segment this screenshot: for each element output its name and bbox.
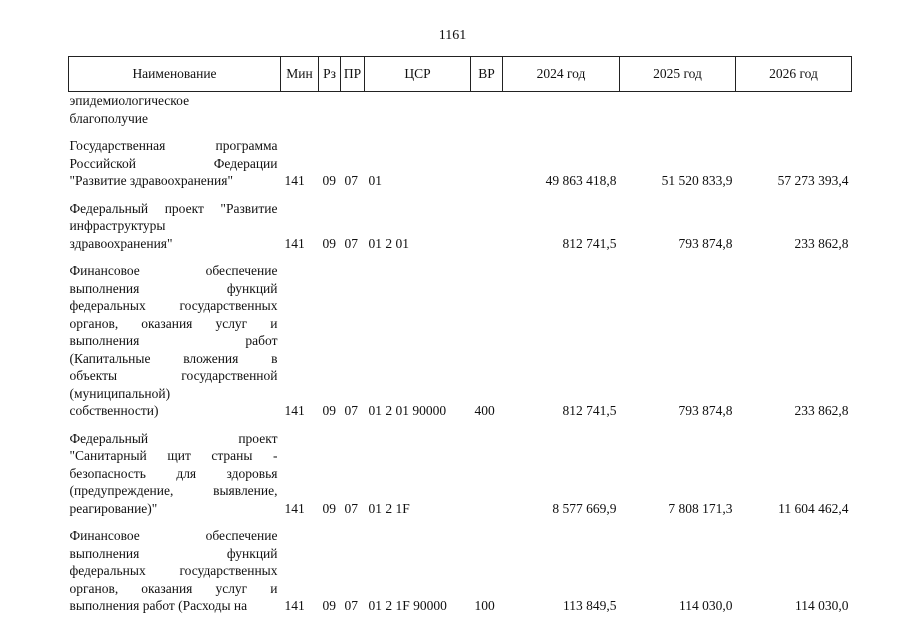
row-name-line: федеральных государственных xyxy=(69,563,278,578)
header-csr: ЦСР xyxy=(365,57,471,92)
row-name-line: "Развитие здравоохранения" xyxy=(69,173,233,188)
header-pr: ПР xyxy=(341,57,365,92)
cell-y2024 xyxy=(503,92,620,128)
cell-rz: 09 xyxy=(322,500,336,516)
cell-y2026 xyxy=(736,92,852,128)
row-name-line: выполнения функций xyxy=(69,545,278,561)
table-row xyxy=(69,200,852,253)
row-spacer xyxy=(69,252,852,262)
row-name-line: (муниципальной) xyxy=(69,385,171,401)
row-name-line: здравоохранения" xyxy=(69,235,173,251)
row-name-line: Российской Федерации xyxy=(69,155,278,171)
table-row xyxy=(69,92,852,128)
cell-rz: 09 xyxy=(322,173,336,188)
cell-y2025: 114 030,0 xyxy=(679,598,733,613)
cell-min xyxy=(281,92,319,128)
cell-y2024: 812 741,5 xyxy=(562,235,617,251)
table-body xyxy=(69,92,852,615)
cell-vr xyxy=(471,200,503,253)
budget-table xyxy=(68,56,852,615)
row-name-cell xyxy=(69,92,281,128)
cell-rz xyxy=(319,92,341,128)
row-name-line: (Капитальные вложения в xyxy=(69,350,278,366)
row-name-line: органов, оказания услуг и xyxy=(69,580,278,596)
cell-csr: 01 2 01 90000 xyxy=(368,403,447,418)
cell-y2024: 8 577 669,9 xyxy=(552,500,617,516)
cell-pr: 07 xyxy=(344,235,358,251)
row-spacer xyxy=(69,190,852,200)
row-spacer xyxy=(69,127,852,137)
row-name-cell xyxy=(69,200,281,253)
header-vr: ВР xyxy=(471,57,503,92)
row-name-line: Федеральный проект "Развитие xyxy=(69,200,278,216)
table-row xyxy=(69,430,852,518)
cell-y2026: 57 273 393,4 xyxy=(777,173,849,188)
cell-csr: 01 xyxy=(368,173,382,188)
cell-y2025: 793 874,8 xyxy=(678,235,733,251)
row-spacer-cell xyxy=(69,517,852,527)
cell-min: 141 xyxy=(284,235,305,251)
cell-rz: 09 xyxy=(322,598,336,613)
row-name-line: безопасность для здоровья xyxy=(69,465,278,481)
header-2026: 2026 год xyxy=(736,57,852,92)
cell-y2024: 113 849,5 xyxy=(563,598,617,613)
cell-pr xyxy=(341,92,365,128)
row-name-cell xyxy=(69,527,281,615)
cell-y2025: 7 808 171,3 xyxy=(668,500,733,516)
row-spacer-cell xyxy=(69,190,852,200)
cell-min: 141 xyxy=(284,173,305,188)
row-name-cell xyxy=(69,262,281,420)
cell-y2026: 11 604 462,4 xyxy=(778,500,849,516)
row-name-line: объекты государственной xyxy=(69,368,278,383)
table-row xyxy=(69,527,852,615)
header-2024: 2024 год xyxy=(503,57,620,92)
row-name-line: Финансовое обеспечение xyxy=(69,263,278,278)
row-name-line: реагирование)" xyxy=(69,500,158,516)
row-name-line: Государственная программа xyxy=(69,138,278,153)
page-number: 1161 xyxy=(438,28,467,43)
cell-y2025: 793 874,8 xyxy=(678,403,733,418)
row-name-line: "Санитарный щит страны - xyxy=(69,448,278,463)
cell-csr xyxy=(365,92,471,128)
row-name-line: органов, оказания услуг и xyxy=(69,315,278,331)
cell-y2025 xyxy=(620,92,736,128)
row-name-line: Федеральный проект xyxy=(69,430,278,446)
cell-min: 141 xyxy=(284,598,305,613)
cell-pr: 07 xyxy=(344,173,358,188)
header-rz: Рз xyxy=(319,57,341,92)
row-name-cell xyxy=(69,430,281,518)
row-name-line: инфраструктуры xyxy=(69,218,166,233)
cell-y2025: 51 520 833,9 xyxy=(661,173,733,188)
cell-y2024: 49 863 418,8 xyxy=(545,173,617,188)
row-spacer-cell xyxy=(69,127,852,137)
cell-vr: 100 xyxy=(474,598,495,613)
cell-y2026: 233 862,8 xyxy=(794,235,849,251)
header-name: Наименование xyxy=(69,57,281,92)
cell-rz: 09 xyxy=(322,235,336,251)
cell-pr: 07 xyxy=(344,403,358,418)
cell-min: 141 xyxy=(284,403,305,418)
row-name-line: благополучие xyxy=(69,110,149,126)
cell-csr: 01 2 01 xyxy=(368,235,409,251)
row-spacer xyxy=(69,420,852,430)
row-name-line: федеральных государственных xyxy=(69,298,278,313)
row-name-line: выполнения работ (Расходы на xyxy=(69,598,248,613)
cell-vr xyxy=(471,137,503,190)
table-row xyxy=(69,262,852,420)
cell-min: 141 xyxy=(284,500,305,516)
row-spacer-cell xyxy=(69,252,852,262)
row-name-line: выполнения работ xyxy=(69,333,278,348)
cell-pr: 07 xyxy=(344,500,358,516)
row-name-line: эпидемиологическое xyxy=(69,93,190,108)
cell-y2026: 233 862,8 xyxy=(794,403,849,418)
table-row xyxy=(69,137,852,190)
row-name-cell xyxy=(69,137,281,190)
cell-vr xyxy=(471,430,503,518)
row-name-line: выполнения функций xyxy=(69,280,278,296)
header-min: Мин xyxy=(281,57,319,92)
row-spacer xyxy=(69,517,852,527)
row-name-line: собственности) xyxy=(69,403,159,418)
cell-csr: 01 2 1F 90000 xyxy=(368,598,447,613)
header-2025: 2025 год xyxy=(620,57,736,92)
cell-y2026: 114 030,0 xyxy=(795,598,849,613)
cell-y2024: 812 741,5 xyxy=(562,403,617,418)
cell-vr: 400 xyxy=(474,403,495,418)
row-name-line: Финансовое обеспечение xyxy=(69,528,278,543)
table-header-row xyxy=(69,57,852,92)
cell-vr xyxy=(471,92,503,128)
row-spacer-cell xyxy=(69,420,852,430)
row-name-line: (предупреждение, выявление, xyxy=(69,483,278,498)
cell-pr: 07 xyxy=(344,598,358,613)
cell-rz: 09 xyxy=(322,403,336,418)
cell-csr: 01 2 1F xyxy=(368,500,410,516)
